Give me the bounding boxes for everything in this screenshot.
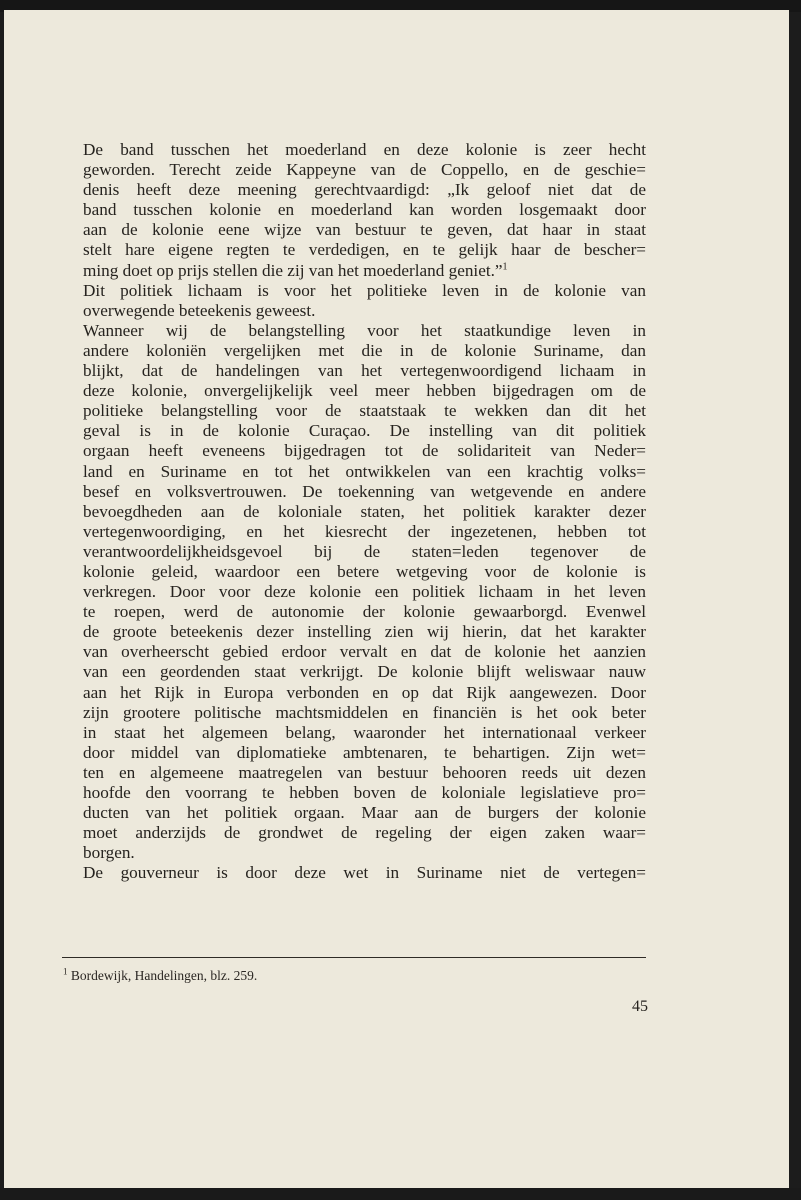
text-line: andere koloniën vergelijken met die in de kolonie Suriname, dan [83,340,646,360]
text-line: Wanneer wij de belangstelling voor het staatkundige leven in [83,320,646,340]
text-line: te roepen, werd de autonomie der kolonie gewaarborgd. Evenwel [83,602,646,622]
text-line [62,261,646,281]
footnote-rule [62,957,646,958]
text-line: hoofde den voorrang te hebben boven de koloniale legislatieve pro= [83,783,646,802]
text-line: land en Suriname en tot het ontwikkelen van een krachtig volks= [83,461,646,481]
text-line: blijkt, dat de handelingen van het vertegenwoordigend lichaam in [83,361,646,381]
text-line: verkregen. Door voor deze kolonie een politiek lichaam in het leven [83,582,646,602]
text-line: bevoegdheden aan de koloniale staten, het politiek karakter dezer [83,501,646,521]
footnote-marker: 1 [63,966,68,977]
paragraph-1 [62,140,646,281]
text-line: vertegenwoordiging, en het kiesrecht der ingezetenen, hebben tot [83,521,646,541]
text-line: overwegende beteekenis geweest. [83,300,316,320]
text-line: in staat het algemeen belang, waaronder het internationaal verkeer [83,722,646,742]
text-line: ten en algemeene maatregelen van bestuur behooren reeds uit dezen [83,762,646,782]
body-text [62,140,646,883]
text-line: aan het Rijk in Europa verbonden en op dat Rijk aangewezen. Door [83,682,646,702]
text-line: orgaan heeft eveneens bijgedragen tot de solidariteit van Neder= [83,441,646,461]
page-number: 45 [632,998,648,1015]
paragraph-2 [62,281,646,321]
text-line: geval is in de kolonie Curaçao. De instelling van dit politiek [83,421,646,441]
text-line: band tusschen kolonie en moederland kan worden losgemaakt door [83,200,646,220]
text-line: kolonie geleid, waardoor een betere wetgeving voor de kolonie is [83,561,646,581]
footnote-text: Bordewijk, Handelingen, blz. 259. [70,968,258,983]
paragraph-4 [62,863,646,883]
scan-bottom-edge [0,1188,801,1200]
text-line-content: ming doet op prijs stellen die zij van het moederland geniet.” [83,260,503,280]
text-line: verantwoordelijkheidsgevoel bij de staten=leden tegenover de [83,541,646,561]
text-line: De gouverneur is door deze wet in Suriname niet de vertegen= [83,863,646,883]
footnote-reference: 1 [502,260,508,272]
text-line: stelt hare eigene regten te verdedigen, en te gelijk haar de bescher= [83,240,646,260]
text-line: aan de kolonie eene wijze van bestuur te geven, dat haar in staat [83,220,646,240]
text-line: denis heeft deze meening gerechtvaardigd: „Ik geloof niet dat de [83,180,646,200]
text-line: van een geordenden staat verkrijgt. De kolonie blijft weliswaar nauw [83,662,646,682]
text-line: door middel van diplomatieke ambtenaren, te behartigen. Zijn wet= [83,742,646,762]
text-line: geworden. Terecht zeide Kappeyne van de Coppello, en de geschie= [83,160,646,180]
text-line: besef en volksvertrouwen. De toekenning van wetgevende en andere [83,481,646,501]
text-line: De band tusschen het moederland en deze kolonie is zeer hecht [83,140,646,159]
text-line: ducten van het politiek orgaan. Maar aan de burgers der kolonie [83,803,646,823]
text-line: de groote beteekenis dezer instelling zien wij hierin, dat het karakter [83,622,646,642]
footnote [63,968,463,984]
text-line: deze kolonie, onvergelijkelijk veel meer hebben bijgedragen om de [83,381,646,401]
text-line: zijn grootere politische machtsmiddelen en financiën is het ook beter [83,702,646,722]
text-line: moet anderzijds de grondwet de regeling der eigen zaken waar= [83,823,646,843]
text-line: borgen. [83,843,135,863]
text-line: politieke belangstelling voor de staatstaak te wekken dan dit het [83,401,646,421]
text-line: van overheerscht gebied erdoor vervalt en dat de kolonie het aanzien [83,642,646,662]
text-line: Dit politiek lichaam is voor het politieke leven in de kolonie van [83,280,646,300]
paragraph-3 [62,321,646,864]
